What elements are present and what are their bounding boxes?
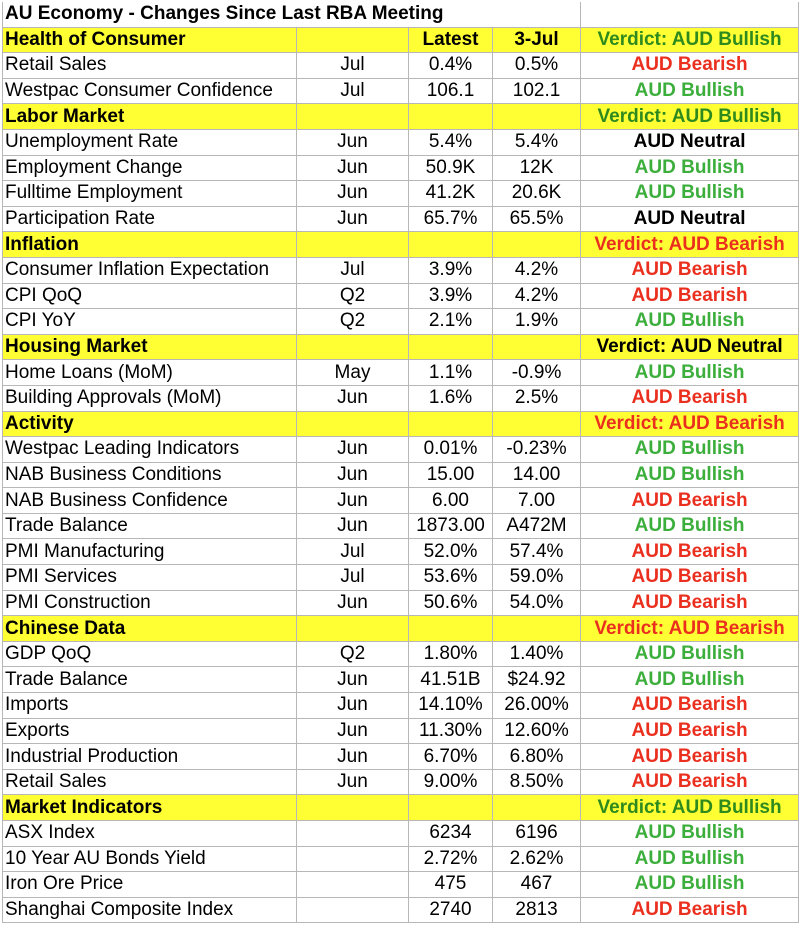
latest-column-header[interactable]: Latest (409, 27, 493, 53)
latest-column-header[interactable] (409, 616, 493, 642)
indicator-period[interactable]: Jun (297, 385, 409, 411)
indicator-row (3, 437, 799, 463)
indicator-period[interactable]: Jun (297, 744, 409, 770)
latest-value[interactable]: 52.0% (409, 539, 493, 565)
section-period-cell[interactable] (297, 27, 409, 53)
section-period-cell[interactable] (297, 334, 409, 360)
latest-column-header[interactable] (409, 795, 493, 821)
section-period-cell[interactable] (297, 411, 409, 437)
signal-verdict[interactable]: AUD Bullish (581, 513, 799, 539)
section-label[interactable]: Chinese Data (3, 616, 297, 642)
signal-verdict[interactable]: AUD Neutral (581, 129, 799, 155)
section-header-row (3, 27, 799, 53)
signal-verdict[interactable]: AUD Bearish (581, 539, 799, 565)
indicator-period[interactable]: Jun (297, 590, 409, 616)
indicator-period[interactable]: Jul (297, 78, 409, 104)
latest-column-header[interactable] (409, 104, 493, 130)
section-verdict[interactable]: Verdict: AUD Bullish (581, 27, 799, 53)
indicator-name[interactable]: Exports (3, 718, 297, 744)
previous-value[interactable]: 6.80% (493, 744, 581, 770)
indicator-name[interactable]: Unemployment Rate (3, 129, 297, 155)
latest-value[interactable]: 2.72% (409, 846, 493, 872)
sheet-title[interactable]: AU Economy - Changes Since Last RBA Meeting (3, 2, 581, 27)
previous-value[interactable]: 4.2% (493, 283, 581, 309)
indicator-name[interactable]: Iron Ore Price (3, 872, 297, 898)
previous-value[interactable]: 1.9% (493, 309, 581, 335)
indicator-period[interactable]: Jun (297, 488, 409, 514)
indicator-name[interactable]: Retail Sales (3, 53, 297, 79)
signal-verdict[interactable]: AUD Bullish (581, 181, 799, 207)
indicator-name[interactable]: PMI Construction (3, 590, 297, 616)
latest-value[interactable]: 14.10% (409, 693, 493, 719)
indicator-period[interactable]: Jul (297, 539, 409, 565)
indicator-row (3, 78, 799, 104)
latest-value[interactable]: 50.9K (409, 155, 493, 181)
section-header-row (3, 411, 799, 437)
indicator-period[interactable]: Jun (297, 181, 409, 207)
indicator-row (3, 590, 799, 616)
previous-value[interactable]: 26.00% (493, 693, 581, 719)
indicator-name[interactable]: Shanghai Composite Index (3, 897, 297, 923)
section-verdict[interactable]: Verdict: AUD Bullish (581, 104, 799, 130)
signal-verdict[interactable]: AUD Bullish (581, 872, 799, 898)
section-verdict[interactable]: Verdict: AUD Bullish (581, 795, 799, 821)
section-verdict[interactable]: Verdict: AUD Neutral (581, 334, 799, 360)
indicator-period[interactable]: Q2 (297, 641, 409, 667)
latest-value[interactable]: 2740 (409, 897, 493, 923)
signal-verdict[interactable]: AUD Bearish (581, 565, 799, 591)
indicator-name[interactable]: Consumer Inflation Expectation (3, 257, 297, 283)
signal-verdict[interactable]: AUD Bullish (581, 78, 799, 104)
section-header-row (3, 104, 799, 130)
indicator-name[interactable]: Westpac Leading Indicators (3, 437, 297, 463)
indicator-name[interactable]: Fulltime Employment (3, 181, 297, 207)
signal-verdict[interactable]: AUD Bearish (581, 769, 799, 795)
indicator-row (3, 283, 799, 309)
signal-verdict[interactable]: AUD Bullish (581, 462, 799, 488)
indicator-period[interactable] (297, 846, 409, 872)
latest-value[interactable]: 41.51B (409, 667, 493, 693)
signal-verdict[interactable]: AUD Bearish (581, 283, 799, 309)
latest-value[interactable]: 5.4% (409, 129, 493, 155)
signal-verdict[interactable]: AUD Bullish (581, 309, 799, 335)
previous-column-header[interactable]: 3-Jul (493, 27, 581, 53)
previous-column-header[interactable] (493, 616, 581, 642)
previous-value[interactable]: 102.1 (493, 78, 581, 104)
indicator-row (3, 53, 799, 79)
indicator-period[interactable]: May (297, 360, 409, 386)
latest-value[interactable]: 6.00 (409, 488, 493, 514)
indicator-name[interactable]: Retail Sales (3, 769, 297, 795)
section-header-row (3, 616, 799, 642)
latest-column-header[interactable] (409, 411, 493, 437)
previous-value[interactable]: 2.62% (493, 846, 581, 872)
latest-value[interactable]: 6.70% (409, 744, 493, 770)
indicator-name[interactable]: CPI YoY (3, 309, 297, 335)
previous-value[interactable]: 6196 (493, 821, 581, 847)
indicator-period[interactable] (297, 897, 409, 923)
indicator-row (3, 641, 799, 667)
previous-column-header[interactable] (493, 232, 581, 258)
signal-verdict[interactable]: AUD Bearish (581, 257, 799, 283)
signal-verdict[interactable]: AUD Bearish (581, 385, 799, 411)
indicator-name[interactable]: Home Loans (MoM) (3, 360, 297, 386)
latest-value[interactable]: 0.01% (409, 437, 493, 463)
signal-verdict[interactable]: AUD Bearish (581, 744, 799, 770)
signal-verdict[interactable]: AUD Bullish (581, 821, 799, 847)
latest-column-header[interactable] (409, 334, 493, 360)
indicator-period[interactable]: Jun (297, 718, 409, 744)
indicator-row (3, 488, 799, 514)
signal-verdict[interactable]: AUD Bearish (581, 488, 799, 514)
previous-value[interactable]: -0.23% (493, 437, 581, 463)
indicator-name[interactable]: Participation Rate (3, 206, 297, 232)
previous-value[interactable]: 0.5% (493, 53, 581, 79)
indicator-period[interactable]: Jun (297, 129, 409, 155)
previous-value[interactable]: 8.50% (493, 769, 581, 795)
indicator-row (3, 693, 799, 719)
previous-column-header[interactable] (493, 795, 581, 821)
latest-value[interactable]: 3.9% (409, 283, 493, 309)
section-period-cell[interactable] (297, 795, 409, 821)
latest-value[interactable]: 1.6% (409, 385, 493, 411)
indicator-row (3, 513, 799, 539)
previous-value[interactable]: 467 (493, 872, 581, 898)
indicator-name[interactable]: Imports (3, 693, 297, 719)
indicator-name[interactable]: 10 Year AU Bonds Yield (3, 846, 297, 872)
latest-column-header[interactable] (409, 232, 493, 258)
previous-value[interactable]: 54.0% (493, 590, 581, 616)
previous-value[interactable]: A472M (493, 513, 581, 539)
latest-value[interactable]: 9.00% (409, 769, 493, 795)
previous-value[interactable]: 59.0% (493, 565, 581, 591)
indicator-name[interactable]: Trade Balance (3, 667, 297, 693)
previous-value[interactable]: 14.00 (493, 462, 581, 488)
indicator-row (3, 821, 799, 847)
section-header-row (3, 232, 799, 258)
indicator-row (3, 181, 799, 207)
latest-value[interactable]: 53.6% (409, 565, 493, 591)
latest-value[interactable]: 11.30% (409, 718, 493, 744)
signal-verdict[interactable]: AUD Bullish (581, 846, 799, 872)
latest-value[interactable]: 3.9% (409, 257, 493, 283)
indicator-row (3, 360, 799, 386)
latest-value[interactable]: 2.1% (409, 309, 493, 335)
section-verdict[interactable]: Verdict: AUD Bearish (581, 232, 799, 258)
section-label[interactable]: Market Indicators (3, 795, 297, 821)
latest-value[interactable]: 1873.00 (409, 513, 493, 539)
blank-cell[interactable] (581, 2, 799, 27)
indicator-row (3, 129, 799, 155)
indicator-period[interactable] (297, 872, 409, 898)
signal-verdict[interactable]: AUD Bearish (581, 897, 799, 923)
previous-value[interactable]: 65.5% (493, 206, 581, 232)
indicator-period[interactable]: Jul (297, 53, 409, 79)
signal-verdict[interactable]: AUD Bullish (581, 437, 799, 463)
latest-value[interactable]: 50.6% (409, 590, 493, 616)
indicator-row (3, 539, 799, 565)
indicator-name[interactable]: CPI QoQ (3, 283, 297, 309)
indicator-name[interactable]: GDP QoQ (3, 641, 297, 667)
previous-column-header[interactable] (493, 334, 581, 360)
previous-value[interactable]: 2.5% (493, 385, 581, 411)
previous-value[interactable]: 57.4% (493, 539, 581, 565)
signal-verdict[interactable]: AUD Bullish (581, 641, 799, 667)
section-period-cell[interactable] (297, 104, 409, 130)
indicator-row (3, 206, 799, 232)
previous-value[interactable]: $24.92 (493, 667, 581, 693)
latest-value[interactable]: 65.7% (409, 206, 493, 232)
signal-verdict[interactable]: AUD Bullish (581, 667, 799, 693)
signal-verdict[interactable]: AUD Bearish (581, 590, 799, 616)
indicator-name[interactable]: Trade Balance (3, 513, 297, 539)
latest-value[interactable]: 6234 (409, 821, 493, 847)
indicator-row (3, 309, 799, 335)
section-label[interactable]: Activity (3, 411, 297, 437)
section-label[interactable]: Health of Consumer (3, 27, 297, 53)
indicator-period[interactable]: Jul (297, 565, 409, 591)
section-label[interactable]: Inflation (3, 232, 297, 258)
indicator-row (3, 385, 799, 411)
section-label[interactable]: Labor Market (3, 104, 297, 130)
indicator-name[interactable]: Building Approvals (MoM) (3, 385, 297, 411)
latest-value[interactable]: 475 (409, 872, 493, 898)
indicator-row (3, 667, 799, 693)
indicator-period[interactable]: Q2 (297, 309, 409, 335)
section-header-row (3, 334, 799, 360)
previous-value[interactable]: 4.2% (493, 257, 581, 283)
indicator-row (3, 257, 799, 283)
indicator-period[interactable]: Jun (297, 462, 409, 488)
indicator-period[interactable] (297, 821, 409, 847)
indicator-period[interactable]: Q2 (297, 283, 409, 309)
indicator-period[interactable]: Jul (297, 257, 409, 283)
latest-value[interactable]: 0.4% (409, 53, 493, 79)
indicator-name[interactable]: Industrial Production (3, 744, 297, 770)
indicator-period[interactable]: Jun (297, 155, 409, 181)
latest-value[interactable]: 15.00 (409, 462, 493, 488)
previous-value[interactable]: 2813 (493, 897, 581, 923)
indicator-period[interactable]: Jun (297, 513, 409, 539)
indicator-period[interactable]: Jun (297, 437, 409, 463)
signal-verdict[interactable]: AUD Bullish (581, 155, 799, 181)
section-period-cell[interactable] (297, 232, 409, 258)
previous-value[interactable]: 12K (493, 155, 581, 181)
section-header-row (3, 795, 799, 821)
previous-value[interactable]: 20.6K (493, 181, 581, 207)
signal-verdict[interactable]: AUD Bearish (581, 53, 799, 79)
previous-value[interactable]: 1.40% (493, 641, 581, 667)
previous-value[interactable]: 7.00 (493, 488, 581, 514)
indicator-name[interactable]: PMI Manufacturing (3, 539, 297, 565)
indicator-period[interactable]: Jun (297, 769, 409, 795)
section-verdict[interactable]: Verdict: AUD Bearish (581, 411, 799, 437)
indicator-row (3, 155, 799, 181)
signal-verdict[interactable]: AUD Bullish (581, 360, 799, 386)
indicator-name[interactable]: NAB Business Conditions (3, 462, 297, 488)
previous-column-header[interactable] (493, 104, 581, 130)
indicator-row (3, 744, 799, 770)
indicator-period[interactable]: Jun (297, 206, 409, 232)
economy-table (2, 2, 799, 923)
signal-verdict[interactable]: AUD Bearish (581, 718, 799, 744)
indicator-name[interactable]: Westpac Consumer Confidence (3, 78, 297, 104)
section-label[interactable]: Housing Market (3, 334, 297, 360)
section-period-cell[interactable] (297, 616, 409, 642)
latest-value[interactable]: 1.1% (409, 360, 493, 386)
previous-value[interactable]: -0.9% (493, 360, 581, 386)
indicator-period[interactable]: Jun (297, 693, 409, 719)
latest-value[interactable]: 41.2K (409, 181, 493, 207)
previous-value[interactable]: 5.4% (493, 129, 581, 155)
signal-verdict[interactable]: AUD Bearish (581, 693, 799, 719)
indicator-row (3, 897, 799, 923)
title-row (3, 2, 799, 27)
signal-verdict[interactable]: AUD Neutral (581, 206, 799, 232)
indicator-name[interactable]: Employment Change (3, 155, 297, 181)
indicator-row (3, 872, 799, 898)
indicator-row (3, 769, 799, 795)
indicator-name[interactable]: PMI Services (3, 565, 297, 591)
previous-column-header[interactable] (493, 411, 581, 437)
indicator-row (3, 565, 799, 591)
indicator-row (3, 846, 799, 872)
indicator-row (3, 462, 799, 488)
previous-value[interactable]: 12.60% (493, 718, 581, 744)
indicator-row (3, 718, 799, 744)
latest-value[interactable]: 106.1 (409, 78, 493, 104)
indicator-name[interactable]: ASX Index (3, 821, 297, 847)
indicator-name[interactable]: NAB Business Confidence (3, 488, 297, 514)
indicator-period[interactable]: Jun (297, 667, 409, 693)
latest-value[interactable]: 1.80% (409, 641, 493, 667)
section-verdict[interactable]: Verdict: AUD Bearish (581, 616, 799, 642)
